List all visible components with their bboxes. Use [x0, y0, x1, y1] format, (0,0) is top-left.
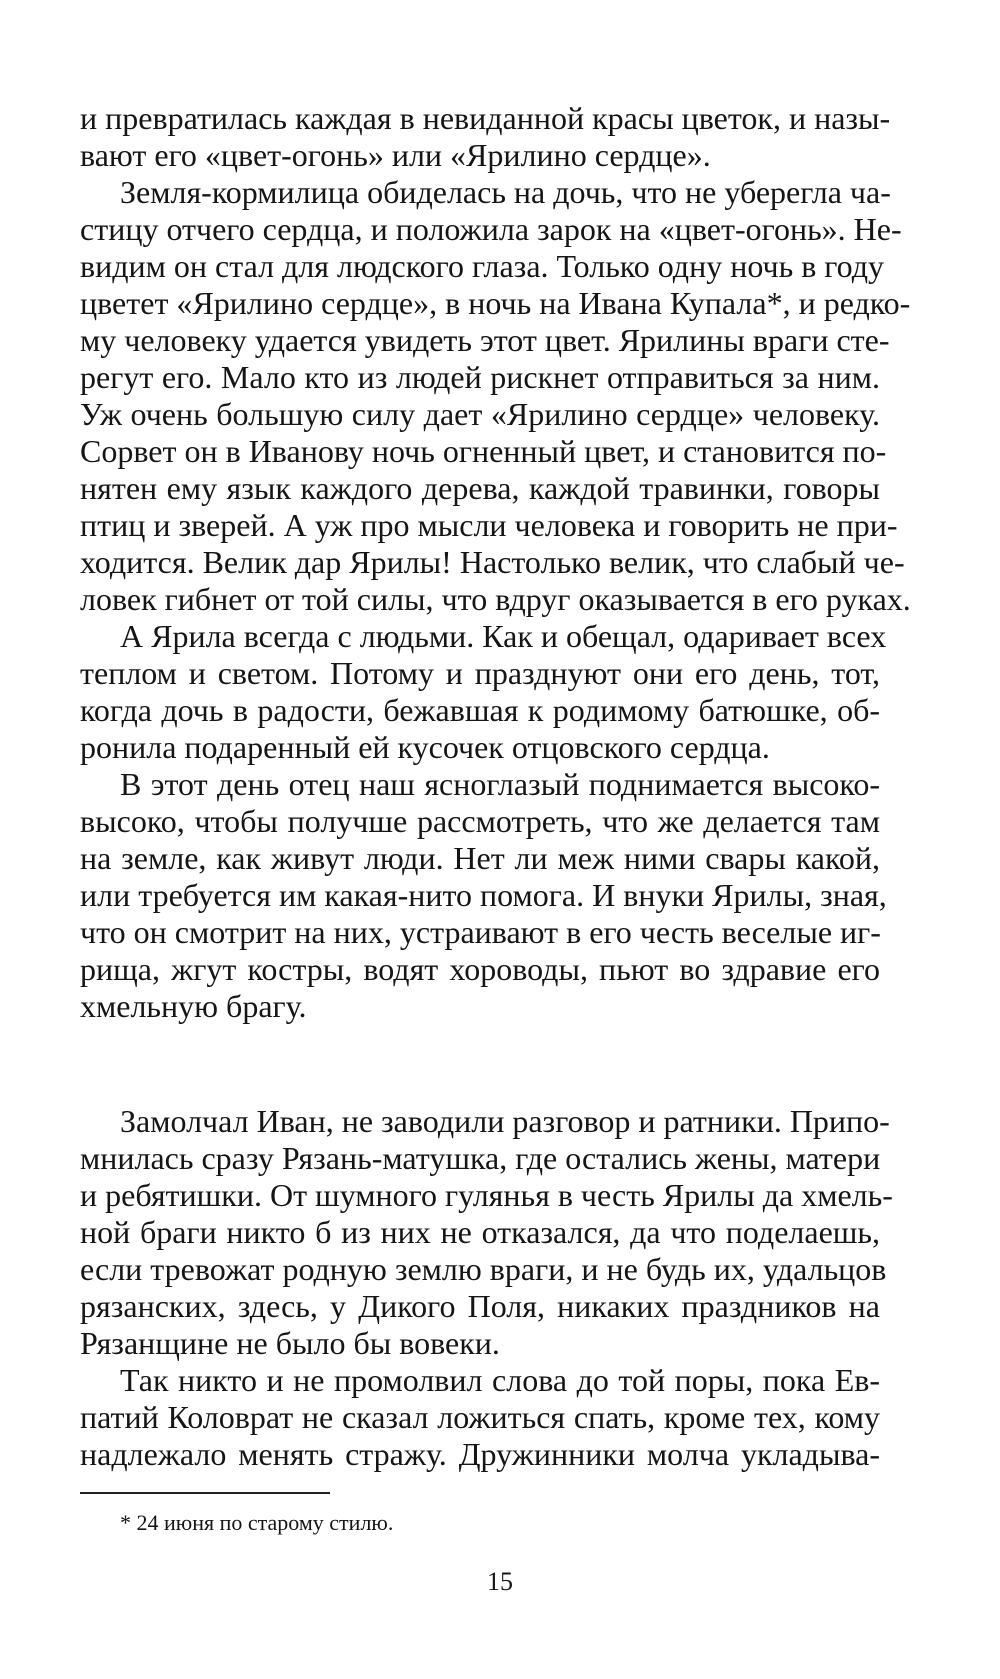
footnote: * 24 июня по старому стилю. [120, 1510, 394, 1535]
text-line: патий Коловрат не сказал ложиться спать, кроме тех, кому [80, 1399, 880, 1435]
footnote-divider [80, 1492, 330, 1494]
text-line: ронила подаренный ей кусочек отцовского сердца. [80, 729, 770, 765]
text-line: регут его. Мало кто из людей рискнет отправиться за ним. [80, 359, 880, 395]
text-line: когда дочь в радости, бежавшая к родимому батюшке, об- [80, 692, 880, 728]
text-line: Рязанщине не было бы вовеки. [80, 1325, 500, 1361]
text-line: А Ярила всегда с людьми. Как и обещал, одаривает всех [120, 618, 887, 654]
text-line: Замолчал Иван, не заводили разговор и ратники. Припо- [120, 1103, 890, 1139]
text-line: надлежало менять стражу. Дружинники молча укладыва- [80, 1436, 880, 1472]
text-line: высоко, чтобы получше рассмотреть, что же делается там [80, 803, 880, 839]
text-line: на земле, как живут люди. Нет ли меж ними свары какой, [80, 840, 880, 876]
text-line: Сорвет он в Иванову ночь огненный цвет, и становится по- [80, 433, 887, 469]
text-line: и ребятишки. От шумного гулянья в честь Ярилы да хмель- [80, 1177, 893, 1213]
text-line: нятен ему язык каждого дерева, каждой травинки, говоры [80, 470, 880, 506]
text-line: В этот день отец наш ясноглазый поднимается высоко- [120, 766, 880, 802]
text-line: мнилась сразу Рязань-матушка, где остались жены, матери [80, 1140, 881, 1176]
text-line: му человеку удается увидеть этот цвет. Ярилины враги сте- [80, 322, 890, 358]
text-line: цветет «Ярилино сердце», в ночь на Ивана Купала*, и редко- [80, 285, 911, 321]
text-line: ной браги никто б из них не отказался, да что поделаешь, [80, 1214, 880, 1250]
text-line: Уж очень большую силу дает «Ярилино сердце» человеку. [80, 396, 880, 432]
text-line: и превратилась каждая в невиданной красы цветок, и назы- [80, 100, 891, 136]
text-line: если тревожат родную землю враги, и не будь их, удальцов [80, 1251, 887, 1287]
text-line: ловек гибнет от той силы, что вдруг оказывается в его руках. [80, 581, 911, 617]
text-line: ходится. Велик дар Ярилы! Настолько велик, что слабый че- [80, 544, 905, 580]
text-line: рязанских, здесь, у Дикого Поля, никаких праздников на [80, 1288, 880, 1324]
text-line: Земля-кормилица обиделась на дочь, что не уберегла ча- [120, 174, 891, 210]
text-line: вают его «цвет-огонь» или «Ярилино сердце». [80, 137, 711, 173]
text-line: что он смотрит на них, устраивают в его честь веселые иг- [80, 914, 881, 950]
text-line: видим он стал для людского глаза. Только одну ночь в году [80, 248, 884, 284]
text-line: птиц и зверей. А уж про мысли человека и говорить не при- [80, 507, 898, 543]
text-line: стицу отчего сердца, и положила зарок на «цвет-огонь». Не- [80, 211, 902, 247]
text-line: рища, жгут костры, водят хороводы, пьют во здравие его [80, 951, 880, 987]
text-line: хмельную брагу. [80, 988, 307, 1024]
text-line: теплом и светом. Потому и празднуют они его день, тот, [80, 655, 880, 691]
page-number: 15 [487, 1567, 513, 1596]
text-line: или требуется им какая-нито помога. И внуки Ярилы, зная, [80, 877, 887, 913]
text-line: Так никто и не промолвил слова до той поры, пока Ев- [120, 1362, 880, 1398]
